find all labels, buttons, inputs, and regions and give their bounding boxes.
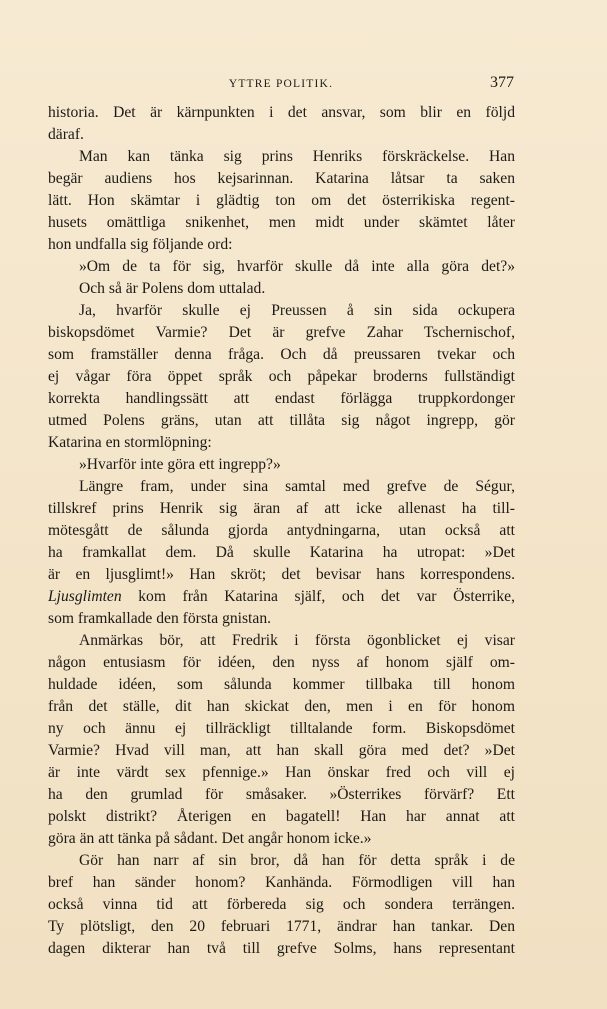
text-line: som framkallade den första gnistan. xyxy=(48,610,272,627)
page-header xyxy=(48,74,514,96)
text-line: husets omättliga snikenhet, men midt under skämtet låter xyxy=(48,214,515,231)
body-text xyxy=(48,102,515,960)
text-line: biskopsdömet Varmie? Det är grefve Zahar Tschernischof, xyxy=(48,324,515,341)
text-line: lätt. Hon skämtar i glädtig ton om det österrikiska regent- xyxy=(48,192,515,209)
text-line: också vinna tid att förbereda sig och sondera terrängen. xyxy=(48,896,515,913)
text-line: är inte värdt sex pfennige.» Han önskar fred och vill ej xyxy=(48,764,515,781)
text-line: begär audiens hos kejsarinnan. Katarina låtsar ta saken xyxy=(48,170,515,187)
text-line: dagen dikterar han två till grefve Solms, hans representant xyxy=(48,940,515,957)
text-line: Längre fram, under sina samtal med grefve de Ségur, xyxy=(79,478,515,495)
text-line: polskt distrikt? Återigen en bagatell! Han har annat att xyxy=(48,808,515,825)
text-line: Ty plötsligt, den 20 februari 1771, ändrar han tankar. Den xyxy=(48,918,515,935)
text-line: är en ljusglimt!» Han skröt; det bevisar hans korrespondens. xyxy=(48,566,515,583)
text-line: däraf. xyxy=(48,126,84,143)
page-number: 377 xyxy=(490,74,514,91)
text-line: hon undfalla sig följande ord: xyxy=(48,236,233,253)
text-line: ny och ännu ej tillräckligt tilltalande form. Biskopsdömet xyxy=(48,720,515,737)
text-line: Ja, hvarför skulle ej Preussen å sin sida ockupera xyxy=(79,302,515,319)
text-line: göra än att tänka på sådant. Det angår honom icke.» xyxy=(48,830,372,847)
text-line: korrekta handlingssätt att endast förlägga truppkordonger xyxy=(48,390,515,407)
text-line: Katarina en stormlöpning: xyxy=(48,434,212,451)
text-line: Varmie? Hvad vill man, att han skall göra med det? »Det xyxy=(48,742,515,759)
text-line: bref han sänder honom? Kanhända. Förmodligen vill han xyxy=(48,874,515,891)
text-line: som framställer denna fråga. Och då preussaren tvekar och xyxy=(48,346,515,363)
text-line: utmed Polens gräns, utan att tillåta sig något ingrepp, gör xyxy=(48,412,515,429)
text-line: Man kan tänka sig prins Henriks förskräckelse. Han xyxy=(79,148,515,165)
text-line: tillskref prins Henrik sig äran af att icke allenast ha till- xyxy=(48,500,515,517)
text-line: huldade idéen, som sålunda kommer tillbaka till honom xyxy=(48,676,515,693)
text-line: »Hvarför inte göra ett ingrepp?» xyxy=(79,456,281,473)
text-line: ej vågar föra öppet språk och påpekar broderns fullständigt xyxy=(48,368,515,385)
text-line: »Om de ta för sig, hvarför skulle då inte alla göra det?» xyxy=(79,258,515,275)
text-line: historia. Det är kärnpunkten i det ansvar, som blir en följd xyxy=(48,104,515,121)
text-line: Och så är Polens dom uttalad. xyxy=(79,280,266,297)
running-title: YTTRE POLITIK. xyxy=(228,78,334,90)
text-line: Gör han narr af sin bror, då han för detta språk i de xyxy=(79,852,515,869)
text-line: ha framkallat dem. Då skulle Katarina ha utropat: »Det xyxy=(48,544,515,561)
text-line: Ljusglimten kom från Katarina själf, och det var Österrike, xyxy=(48,588,515,605)
text-line: mötesgått de sålunda gjorda antydningarna, utan också att xyxy=(48,522,515,539)
text-line: ha den grumlad för småsaker. »Österrikes förvärf? Ett xyxy=(48,786,515,803)
text-line: Anmärkas bör, att Fredrik i första ögonblicket ej visar xyxy=(79,632,515,649)
text-line: någon entusiasm för idéen, den nyss af honom själf om- xyxy=(48,654,515,671)
text-line: från det ställe, dit han skickat den, men i en för honom xyxy=(48,698,515,715)
